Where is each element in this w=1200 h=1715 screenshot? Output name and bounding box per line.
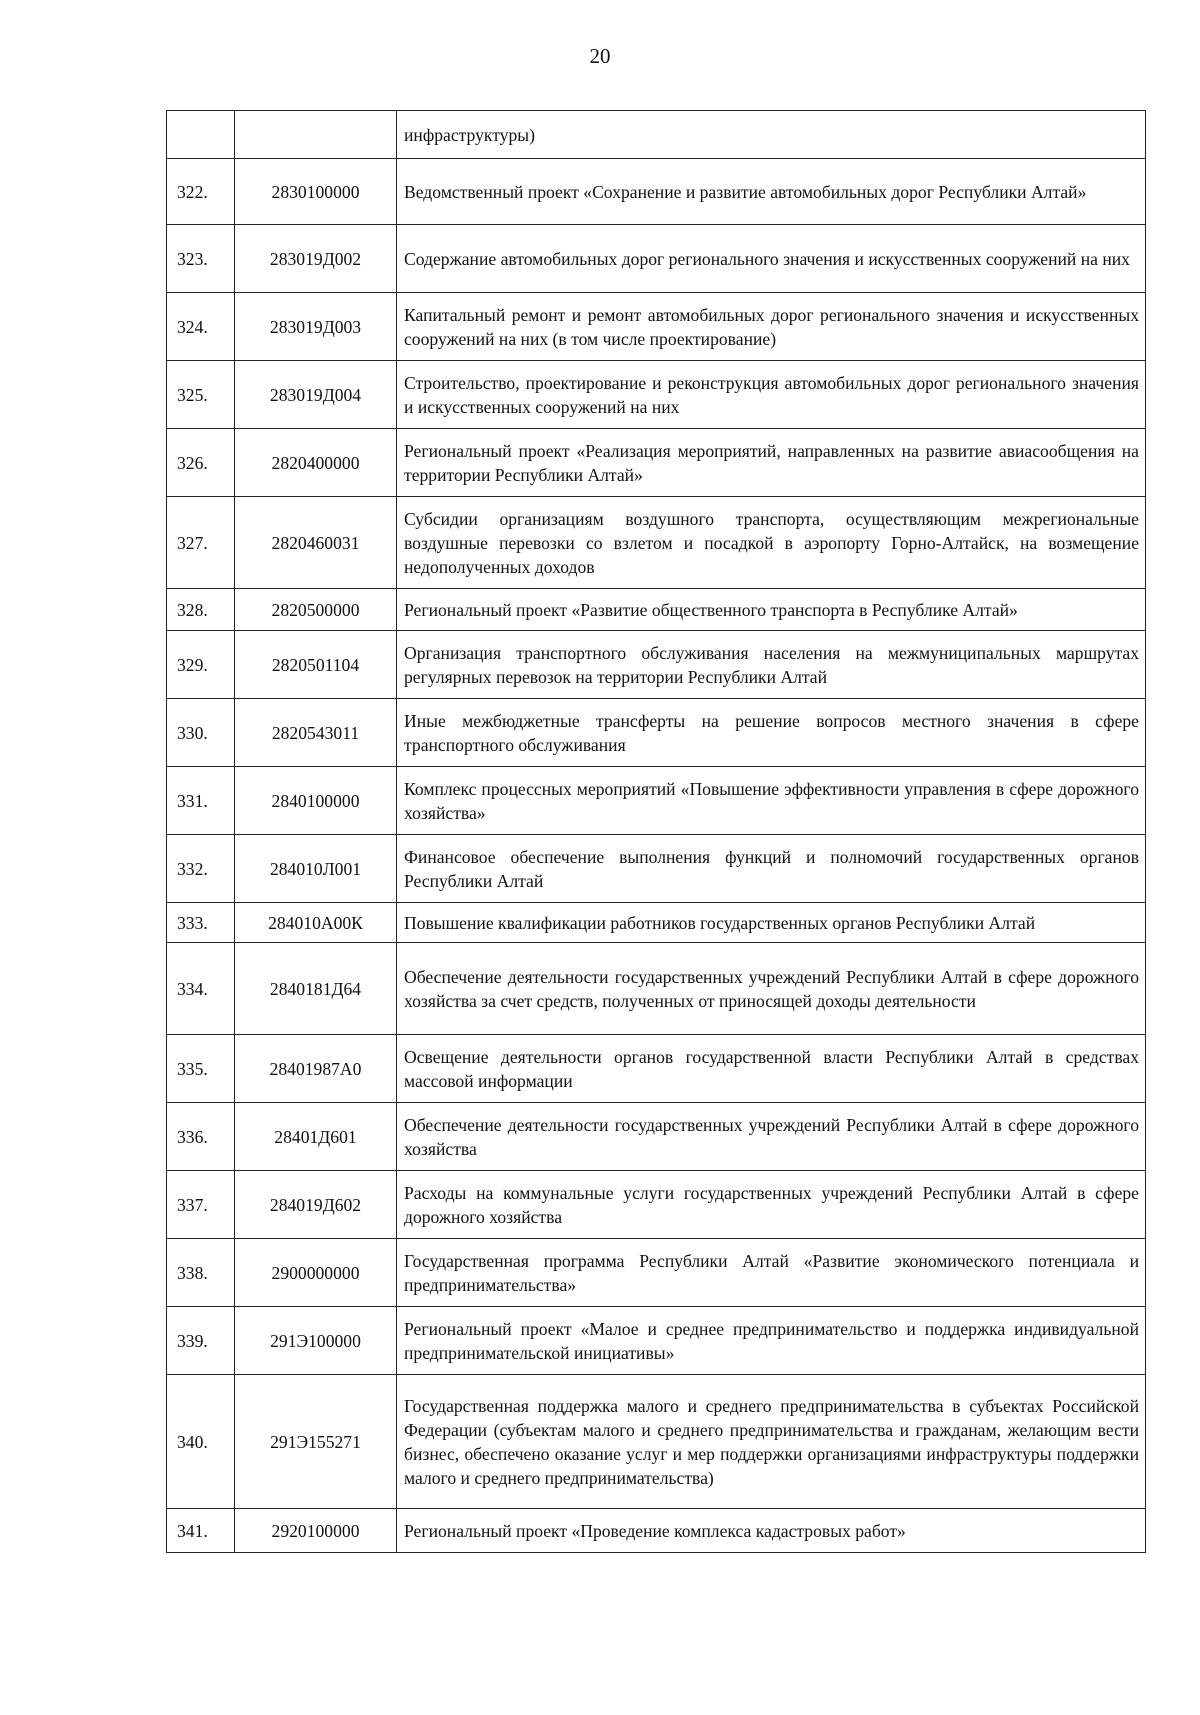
target-code (235, 111, 397, 159)
row-number: 336. (167, 1103, 235, 1171)
row-number: 334. (167, 943, 235, 1035)
table-row (167, 1103, 1146, 1171)
item-name: Финансовое обеспечение выполнения функций и полномочий государственных органов Республики Алтай (397, 835, 1146, 903)
row-number: 331. (167, 767, 235, 835)
target-code: 284019Д602 (235, 1171, 397, 1239)
row-number: 335. (167, 1035, 235, 1103)
item-name: Государственная программа Республики Алтай «Развитие экономического потенциала и предпринимательства» (397, 1239, 1146, 1307)
table-row (167, 589, 1146, 631)
budget-classification-table (166, 110, 1146, 1553)
row-number: 341. (167, 1509, 235, 1553)
target-code: 28401Д601 (235, 1103, 397, 1171)
row-number: 338. (167, 1239, 235, 1307)
table-row (167, 111, 1146, 159)
table-row (167, 903, 1146, 943)
item-name: Освещение деятельности органов государственной власти Республики Алтай в средствах массовой информации (397, 1035, 1146, 1103)
table-row (167, 699, 1146, 767)
row-number: 324. (167, 293, 235, 361)
item-name: Строительство, проектирование и реконструкция автомобильных дорог регионального значения и искусственных сооружений на них (397, 361, 1146, 429)
item-name: Иные межбюджетные трансферты на решение вопросов местного значения в сфере транспортного обслуживания (397, 699, 1146, 767)
table-row (167, 1171, 1146, 1239)
target-code: 2830100000 (235, 159, 397, 225)
row-number: 327. (167, 497, 235, 589)
table-row (167, 225, 1146, 293)
target-code: 2820500000 (235, 589, 397, 631)
item-name: Субсидии организациям воздушного транспорта, осуществляющим межрегиональные воздушные перевозки со взлетом и посадкой в аэропорту Горно-Алтайск, на возмещение недополученных доходов (397, 497, 1146, 589)
target-code: 291Э100000 (235, 1307, 397, 1375)
target-code: 283019Д003 (235, 293, 397, 361)
target-code: 2900000000 (235, 1239, 397, 1307)
table-row (167, 159, 1146, 225)
table-row (167, 1035, 1146, 1103)
row-number: 337. (167, 1171, 235, 1239)
row-number: 322. (167, 159, 235, 225)
table-row (167, 1307, 1146, 1375)
item-name: Комплекс процессных мероприятий «Повышение эффективности управления в сфере дорожного хозяйства» (397, 767, 1146, 835)
item-name: Региональный проект «Малое и среднее предпринимательство и поддержка индивидуальной предпринимательской инициативы» (397, 1307, 1146, 1375)
row-number: 323. (167, 225, 235, 293)
table-row (167, 631, 1146, 699)
target-code: 283019Д002 (235, 225, 397, 293)
target-code: 2820460031 (235, 497, 397, 589)
table-row (167, 293, 1146, 361)
item-name: Повышение квалификации работников государственных органов Республики Алтай (397, 903, 1146, 943)
row-number: 340. (167, 1375, 235, 1509)
item-name: инфраструктуры) (397, 111, 1146, 159)
page-number: 20 (589, 44, 611, 68)
table-row (167, 1375, 1146, 1509)
target-code: 2840100000 (235, 767, 397, 835)
target-code: 28401987А0 (235, 1035, 397, 1103)
item-name: Обеспечение деятельности государственных учреждений Республики Алтай в сфере дорожного хозяйства за счет средств, полученных от приносящей доходы деятельности (397, 943, 1146, 1035)
target-code: 2820501104 (235, 631, 397, 699)
target-code: 284010А00К (235, 903, 397, 943)
table-row (167, 361, 1146, 429)
item-name: Капитальный ремонт и ремонт автомобильных дорог регионального значения и искусственных сооружений на них (в том числе проектирование) (397, 293, 1146, 361)
row-number: 339. (167, 1307, 235, 1375)
row-number: 325. (167, 361, 235, 429)
row-number: 329. (167, 631, 235, 699)
table-row (167, 497, 1146, 589)
item-name: Ведомственный проект «Сохранение и развитие автомобильных дорог Республики Алтай» (397, 159, 1146, 225)
table-row (167, 1509, 1146, 1553)
row-number: 326. (167, 429, 235, 497)
table-row (167, 1239, 1146, 1307)
target-code: 284010Л001 (235, 835, 397, 903)
target-code: 2820543011 (235, 699, 397, 767)
table-row (167, 429, 1146, 497)
item-name: Региональный проект «Развитие общественного транспорта в Республике Алтай» (397, 589, 1146, 631)
target-code: 283019Д004 (235, 361, 397, 429)
row-number: 333. (167, 903, 235, 943)
item-name: Региональный проект «Проведение комплекса кадастровых работ» (397, 1509, 1146, 1553)
target-code: 2840181Д64 (235, 943, 397, 1035)
target-code: 2820400000 (235, 429, 397, 497)
item-name: Обеспечение деятельности государственных учреждений Республики Алтай в сфере дорожного хозяйства (397, 1103, 1146, 1171)
target-code: 291Э155271 (235, 1375, 397, 1509)
item-name: Содержание автомобильных дорог регионального значения и искусственных сооружений на них (397, 225, 1146, 293)
row-number (167, 111, 235, 159)
item-name: Государственная поддержка малого и среднего предпринимательства в субъектах Российской Федерации (субъектам малого и среднего предпринимательства и гражданам, желающим вести бизнес, обеспечено оказание услуг и мер поддержки организациями инфраструктуры поддержки малого и среднего предпринимательства) (397, 1375, 1146, 1509)
target-code: 2920100000 (235, 1509, 397, 1553)
table-row (167, 835, 1146, 903)
row-number: 328. (167, 589, 235, 631)
row-number: 332. (167, 835, 235, 903)
item-name: Расходы на коммунальные услуги государственных учреждений Республики Алтай в сфере дорожного хозяйства (397, 1171, 1146, 1239)
table-row (167, 943, 1146, 1035)
item-name: Региональный проект «Реализация мероприятий, направленных на развитие авиасообщения на территории Республики Алтай» (397, 429, 1146, 497)
table-row (167, 767, 1146, 835)
item-name: Организация транспортного обслуживания населения на межмуниципальных маршрутах регулярных перевозок на территории Республики Алтай (397, 631, 1146, 699)
row-number: 330. (167, 699, 235, 767)
